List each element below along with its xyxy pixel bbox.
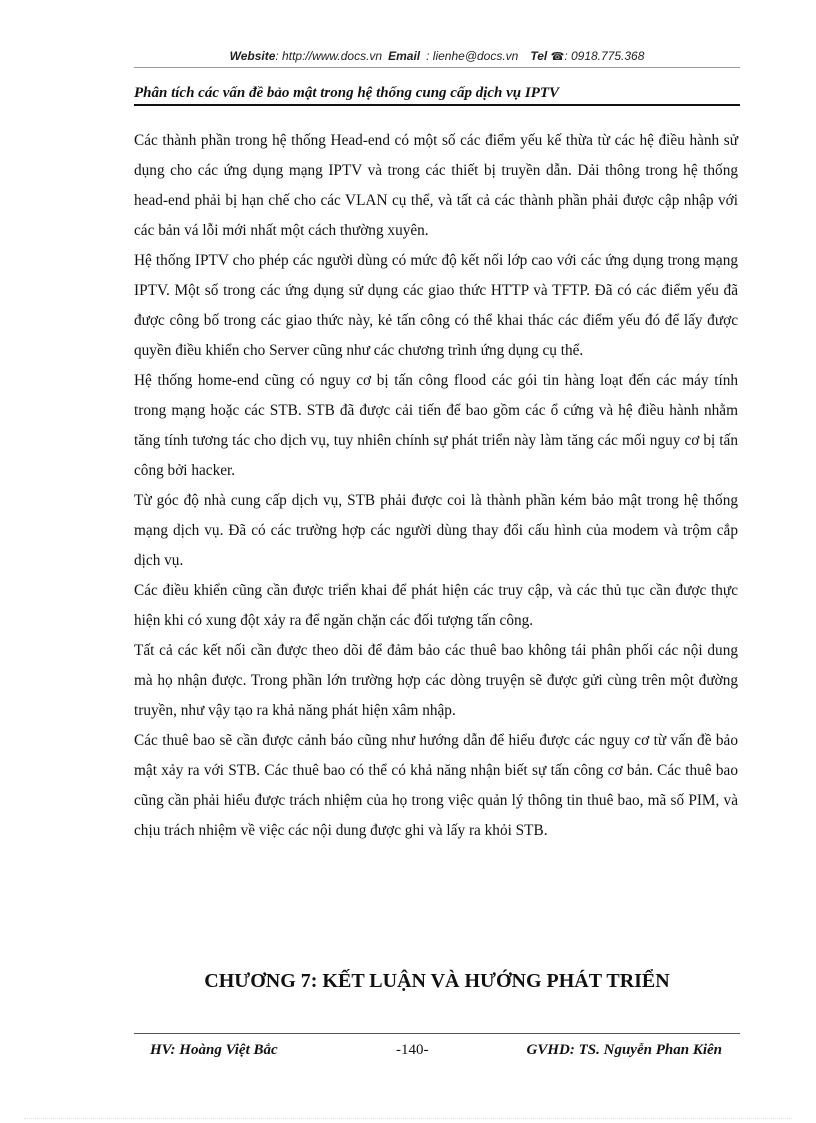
footer-advisor: GVHD: TS. Nguyễn Phan Kiên <box>526 1042 722 1058</box>
footer-author: HV: Hoàng Việt Bắc <box>150 1042 278 1058</box>
website-url[interactable]: : http://www.docs.vn <box>275 49 383 63</box>
paragraph: Từ góc độ nhà cung cấp dịch vụ, STB phải được coi là thành phần kém bảo mật trong hệ thống mạng dịch vụ. Đã có các trường hợp các người dùng thay đổi cấu hình của modem và trộm cắp dịch vụ. <box>134 492 738 569</box>
paragraph: Các thành phần trong hệ thống Head-end có một số các điểm yếu kế thừa từ các hệ điều hành sử dụng cho các ứng dụng mạng IPTV và trong các thiết bị truyền dẫn. Dải thông trong hệ thống head-end phải bị hạn chế cho các VLAN cụ thể, và tất cả các thành phần phải được cập nhập với các bản vá lỗi mới nhất một cách thường xuyên. <box>134 132 738 239</box>
tel-number: : 0918.775.368 <box>564 49 645 63</box>
email-label: Email <box>388 49 421 63</box>
paragraph: Tất cả các kết nối cần được theo dõi để đảm bảo các thuê bao không tái phân phối các nội dung mà họ nhận được. Trong phần lớn trường hợp các dòng truyện sẽ được gửi cùng trên một đường truyền, như vậy tạo ra khả năng phát hiện xâm nhập. <box>134 642 738 719</box>
tel-label: Tel <box>530 49 548 63</box>
document-title: Phân tích các vấn đề bảo mật trong hệ thống cung cấp dịch vụ IPTV <box>134 82 740 106</box>
email-address[interactable]: : lienhe@docs.vn <box>426 49 519 63</box>
page-number: -140- <box>396 1042 429 1058</box>
body-text <box>134 126 738 846</box>
paragraph: Các thuê bao sẽ cần được cảnh báo cũng như hướng dẫn để hiểu được các nguy cơ từ vấn đề bảo mật xảy ra với STB. Các thuê bao có thể có khả năng nhận biết sự tấn công cơ bản. Các thuê bao cũng cần phải hiểu được trách nhiệm của họ trong việc quản lý thông tin thuê bao, mã số PIM, và chịu trách nhiệm về việc các nội dung được ghi và lấy ra khỏi STB. <box>134 732 738 839</box>
page-footer <box>134 1033 740 1060</box>
paragraph: Các điều khiển cũng cần được triển khai để phát hiện các truy cập, và các thủ tục cần được thực hiện khi có xung đột xảy ra để ngăn chặn các đối tượng tấn công. <box>134 582 738 629</box>
paragraph: Hệ thống home-end cũng có nguy cơ bị tấn công flood các gói tin hàng loạt đến các máy tính trong mạng hoặc các STB. STB đã được cải tiến để bao gồm các ổ cứng và hệ điều hành nhằm tăng tính tương tác cho dịch vụ, tuy nhiên chính sự phát triển này làm tăng các mối nguy cơ bị tấn công bởi hacker. <box>134 372 738 479</box>
site-header <box>134 47 740 68</box>
paragraph: Hệ thống IPTV cho phép các người dùng có mức độ kết nối lớp cao với các ứng dụng trong mạng IPTV. Một số trong các ứng dụng sử dụng các giao thức HTTP và TFTP. Đã có các điểm yếu đã được công bố trong các giao thức này, kẻ tấn công có thể khai thác các điểm yếu đó để lấy được quyền điều khiển cho Server cũng như các chương trình ứng dụng cụ thể. <box>134 252 738 359</box>
bottom-divider <box>24 1118 792 1119</box>
chapter-heading: CHƯƠNG 7: KẾT LUẬN VÀ HƯỚNG PHÁT TRIỂN <box>204 970 670 992</box>
website-label: Website <box>229 49 276 63</box>
phone-icon: ☎ <box>550 51 565 63</box>
